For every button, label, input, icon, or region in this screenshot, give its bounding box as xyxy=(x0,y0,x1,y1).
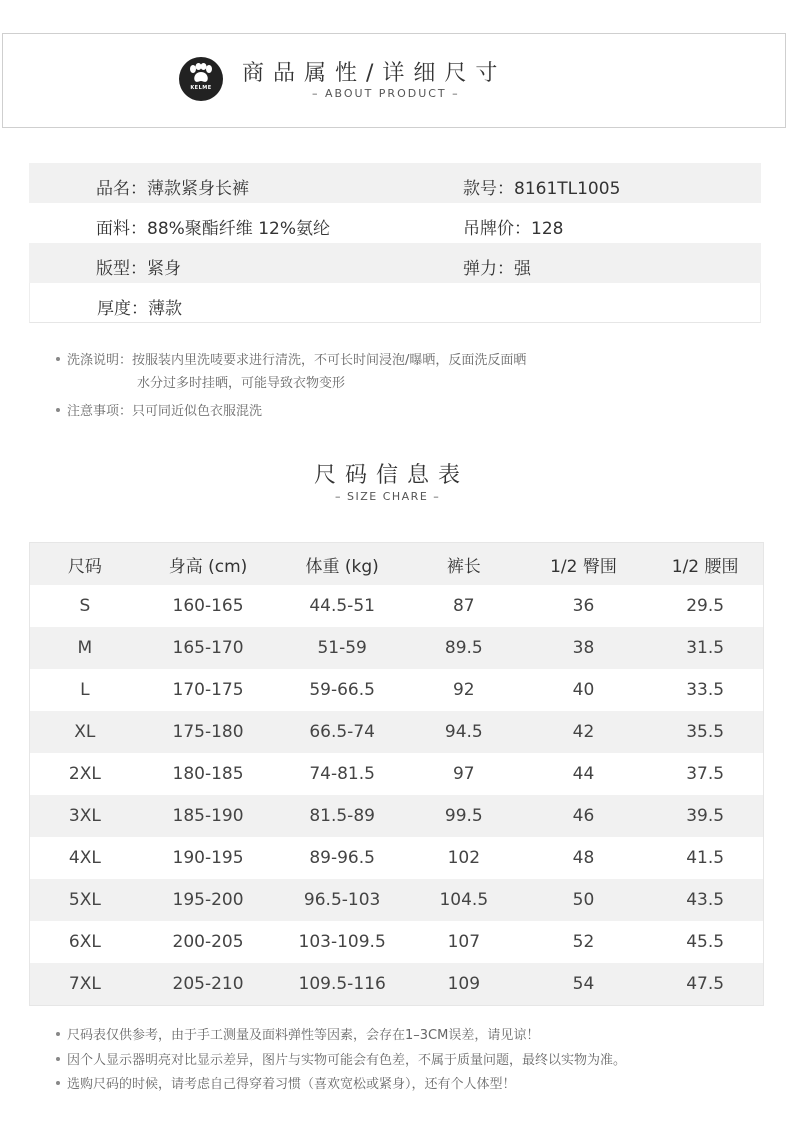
table-cell: 109 xyxy=(447,974,481,994)
table-cell: 43.5 xyxy=(686,890,725,910)
table-cell: 160-165 xyxy=(172,596,244,616)
table-header-row xyxy=(30,543,763,585)
table-cell: 92 xyxy=(452,680,475,700)
table-cell: 89.5 xyxy=(444,638,483,658)
table-cell: 175-180 xyxy=(172,722,244,742)
wash-text: 按服装内里洗唛要求进行清洗，不可长时间浸泡/曝晒，反面洗反面晒 xyxy=(132,353,527,368)
attention-text: 只可同近似色衣服混洗 xyxy=(132,404,263,419)
column-header: 身高 (cm) xyxy=(168,556,248,577)
table-cell: 45.5 xyxy=(686,932,725,952)
attribute-table xyxy=(29,163,761,323)
table-cell: 33.5 xyxy=(686,680,725,700)
table-cell: 103-109.5 xyxy=(298,932,386,952)
attribute-fit: 版型：紧身 xyxy=(96,259,181,279)
wash-note-line2: 水分过多时挂晒，可能导致衣物变形 xyxy=(137,376,346,391)
wash-note xyxy=(56,349,526,368)
table-row xyxy=(30,795,763,837)
size-chart-subtitle: – SIZE CHARE – xyxy=(335,490,441,503)
table-cell: 180-185 xyxy=(172,764,244,784)
table-cell: S xyxy=(79,596,91,616)
column-header: 体重 (kg) xyxy=(305,556,379,577)
footnote-text: 因个人显示器明亮对比显示差异，图片与实物可能会有色差，不属于质量问题，最终以实物为准。 xyxy=(67,1053,627,1068)
table-cell: 5XL xyxy=(68,890,101,910)
attribute-price: 吊牌价：128 xyxy=(463,219,564,239)
table-cell: 44.5-51 xyxy=(309,596,375,616)
table-cell: 66.5-74 xyxy=(309,722,375,742)
table-cell: 170-175 xyxy=(172,680,244,700)
table-cell: 47.5 xyxy=(686,974,725,994)
attribute-elasticity: 弹力：强 xyxy=(463,259,531,279)
table-cell: 7XL xyxy=(68,974,101,994)
table-cell: 41.5 xyxy=(686,848,725,868)
table-cell: 31.5 xyxy=(686,638,725,658)
attribute-fabric: 面料：88%聚酯纤维 12%氨纶 xyxy=(96,219,330,239)
column-header: 1/2 腰围 xyxy=(671,556,739,577)
attribute-row xyxy=(29,283,761,323)
table-cell: 99.5 xyxy=(444,806,483,826)
size-chart-title: 尺码信息表 xyxy=(314,463,470,488)
table-cell: 94.5 xyxy=(444,722,483,742)
table-cell: 52 xyxy=(572,932,595,952)
logo-text: KELME xyxy=(190,85,212,91)
table-cell: 107 xyxy=(447,932,481,952)
table-cell: 195-200 xyxy=(172,890,244,910)
table-row xyxy=(30,627,763,669)
table-cell: 29.5 xyxy=(686,596,725,616)
column-header: 尺码 xyxy=(67,556,102,577)
table-cell: 46 xyxy=(572,806,595,826)
footnote xyxy=(56,1073,516,1092)
table-cell: 205-210 xyxy=(172,974,244,994)
table-cell: 36 xyxy=(572,596,595,616)
attention-label: 注意事项： xyxy=(67,404,133,419)
attribute-thickness: 厚度：薄款 xyxy=(97,299,182,319)
table-row xyxy=(30,963,763,1005)
table-cell: 96.5-103 xyxy=(303,890,381,910)
attribute-row xyxy=(29,243,761,283)
table-cell: 2XL xyxy=(68,764,101,784)
table-cell: 104.5 xyxy=(439,890,489,910)
table-cell: 48 xyxy=(572,848,595,868)
column-header: 裤长 xyxy=(446,556,481,577)
table-cell: 51-59 xyxy=(317,638,367,658)
table-cell: 42 xyxy=(572,722,595,742)
table-cell: 6XL xyxy=(68,932,101,952)
attention-note xyxy=(56,400,262,419)
table-cell: 35.5 xyxy=(686,722,725,742)
section-title: 商品属性/详细尺寸 xyxy=(242,61,507,86)
table-cell: 38 xyxy=(572,638,595,658)
brand-logo xyxy=(179,57,223,101)
table-cell: 185-190 xyxy=(172,806,244,826)
footnote-text: 选购尺码的时候，请考虑自己得穿着习惯（喜欢宽松或紧身），还有个人体型！ xyxy=(67,1077,516,1092)
attribute-style-no: 款号：8161TL1005 xyxy=(463,179,621,199)
table-cell: 50 xyxy=(572,890,595,910)
table-cell: 74-81.5 xyxy=(309,764,375,784)
section-subtitle: – ABOUT PRODUCT – xyxy=(312,87,460,100)
table-cell: 39.5 xyxy=(686,806,725,826)
table-row xyxy=(30,879,763,921)
table-cell: 44 xyxy=(572,764,595,784)
table-cell: 3XL xyxy=(68,806,101,826)
table-row xyxy=(30,837,763,879)
footnote xyxy=(56,1024,539,1043)
table-row xyxy=(30,711,763,753)
table-cell: 165-170 xyxy=(172,638,244,658)
table-cell: 109.5-116 xyxy=(298,974,386,994)
table-cell: 89-96.5 xyxy=(309,848,375,868)
table-cell: 37.5 xyxy=(686,764,725,784)
paw-icon xyxy=(187,63,215,85)
bullet-icon xyxy=(56,1032,60,1036)
table-row xyxy=(30,753,763,795)
table-cell: L xyxy=(80,680,90,700)
bullet-icon xyxy=(56,357,60,361)
table-cell: XL xyxy=(74,722,96,742)
table-cell: 81.5-89 xyxy=(309,806,375,826)
table-row xyxy=(30,669,763,711)
table-cell: 54 xyxy=(572,974,595,994)
wash-label: 洗涤说明： xyxy=(67,353,133,368)
column-header: 1/2 臀围 xyxy=(550,556,617,577)
table-row xyxy=(30,921,763,963)
size-table xyxy=(29,542,764,1006)
table-cell: 59-66.5 xyxy=(309,680,375,700)
attribute-row xyxy=(29,203,761,243)
table-cell: 97 xyxy=(452,764,475,784)
bullet-icon xyxy=(56,408,60,412)
bullet-icon xyxy=(56,1057,60,1061)
table-cell: 102 xyxy=(447,848,481,868)
table-cell: M xyxy=(77,638,93,658)
table-row xyxy=(30,585,763,627)
footnote-text: 尺码表仅供参考，由于手工测量及面料弹性等因素，会存在1–3CM误差，请见谅！ xyxy=(67,1028,540,1043)
table-cell: 87 xyxy=(452,596,475,616)
table-cell: 200-205 xyxy=(172,932,244,952)
footnote xyxy=(56,1049,626,1068)
table-cell: 40 xyxy=(572,680,595,700)
bullet-icon xyxy=(56,1081,60,1085)
attribute-row xyxy=(29,163,761,203)
table-cell: 4XL xyxy=(68,848,101,868)
table-cell: 190-195 xyxy=(172,848,244,868)
attribute-name: 品名：薄款紧身长裤 xyxy=(96,179,249,199)
